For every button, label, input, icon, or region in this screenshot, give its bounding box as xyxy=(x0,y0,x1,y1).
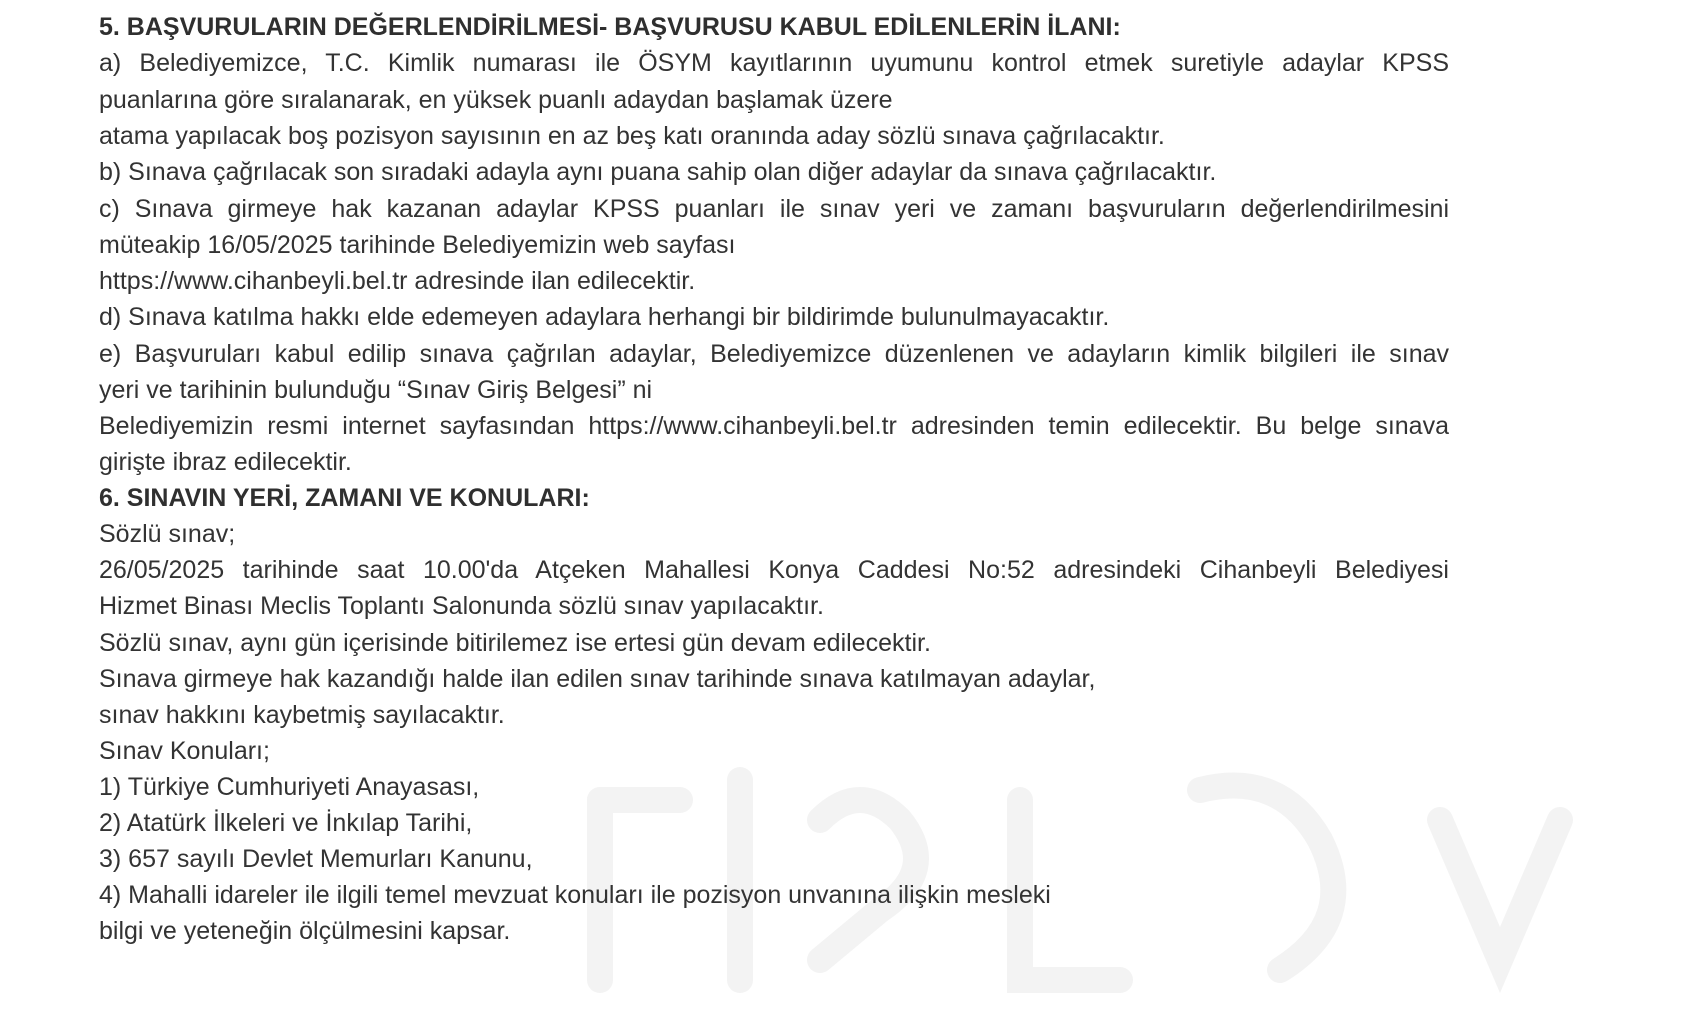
topic-4-line-1: 4) Mahalli idareler ile ilgili temel mevzuat konuları ile pozisyon unvanına ilişkin mesleki xyxy=(99,881,1051,909)
item-d-line-1: d) Sınava katılma hakkı elde edemeyen adaylara herhangi bir bildirimde bulunulmayacaktır. xyxy=(99,303,1110,331)
oral-exam-label: Sözlü sınav; xyxy=(99,520,236,548)
topic-4-line-2: bilgi ve yeteneğin ölçülmesini kapsar. xyxy=(99,917,511,945)
item-c-line-2: müteakip 16/05/2025 tarihinde Belediyemizin web sayfası xyxy=(99,231,736,259)
item-e-line-3: Belediyemizin resmi internet sayfasından https://www.cihanbeyli.bel.tr adresinden temin edilecektir. Bu belge sınava xyxy=(99,412,1449,440)
exam-continue-line: Sözlü sınav, aynı gün içerisinde bitirilemez ise ertesi gün devam edilecektir. xyxy=(99,629,931,657)
exam-place-line-1: 26/05/2025 tarihinde saat 10.00'da Atçeken Mahallesi Konya Caddesi No:52 adresindeki Cihanbeyli Belediyesi xyxy=(99,556,1449,584)
item-e-line-4: girişte ibraz edilecektir. xyxy=(99,448,352,476)
item-a-line-3: atama yapılacak boş pozisyon sayısının en az beş katı oranında aday sözlü sınava çağrılacaktır. xyxy=(99,122,1165,150)
section-5-heading: 5. BAŞVURULARIN DEĞERLENDİRİLMESİ- BAŞVURUSU KABUL EDİLENLERİN İLANI: xyxy=(99,13,1121,41)
item-c-line-3: https://www.cihanbeyli.bel.tr adresinde ilan edilecektir. xyxy=(99,267,696,295)
exam-place-line-2: Hizmet Binası Meclis Toplantı Salonunda sözlü sınav yapılacaktır. xyxy=(99,592,824,620)
exam-topics-label: Sınav Konuları; xyxy=(99,737,270,765)
item-c-line-1: c) Sınava girmeye hak kazanan adaylar KPSS puanları ile sınav yeri ve zamanı başvuruların değerlendirilmesini xyxy=(99,195,1449,223)
topic-1: 1) Türkiye Cumhuriyeti Anayasası, xyxy=(99,773,480,801)
absent-line-1: Sınava girmeye hak kazandığı halde ilan edilen sınav tarihinde sınava katılmayan adaylar, xyxy=(99,665,1096,693)
item-e-line-1: e) Başvuruları kabul edilip sınava çağrılan adaylar, Belediyemizce düzenlenen ve adayların kimlik bilgileri ile sınav xyxy=(99,340,1449,368)
item-a-line-2: puanlarına göre sıralanarak, en yüksek puanlı adaydan başlamak üzere xyxy=(99,86,893,114)
item-e-line-2: yeri ve tarihinin bulunduğu “Sınav Giriş Belgesi” ni xyxy=(99,376,653,404)
topic-3: 3) 657 sayılı Devlet Memurları Kanunu, xyxy=(99,845,533,873)
item-a-line-1: a) Belediyemizce, T.C. Kimlik numarası ile ÖSYM kayıtlarının uyumunu kontrol etmek suretiyle adaylar KPSS xyxy=(99,49,1449,77)
topic-2: 2) Atatürk İlkeleri ve İnkılap Tarihi, xyxy=(99,809,473,837)
item-b-line-1: b) Sınava çağrılacak son sıradaki adayla aynı puana sahip olan diğer adaylar da sınava çağrılacaktır. xyxy=(99,158,1217,186)
section-6-heading: 6. SINAVIN YERİ, ZAMANI VE KONULARI: xyxy=(99,484,590,512)
absent-line-2: sınav hakkını kaybetmiş sayılacaktır. xyxy=(99,701,505,729)
